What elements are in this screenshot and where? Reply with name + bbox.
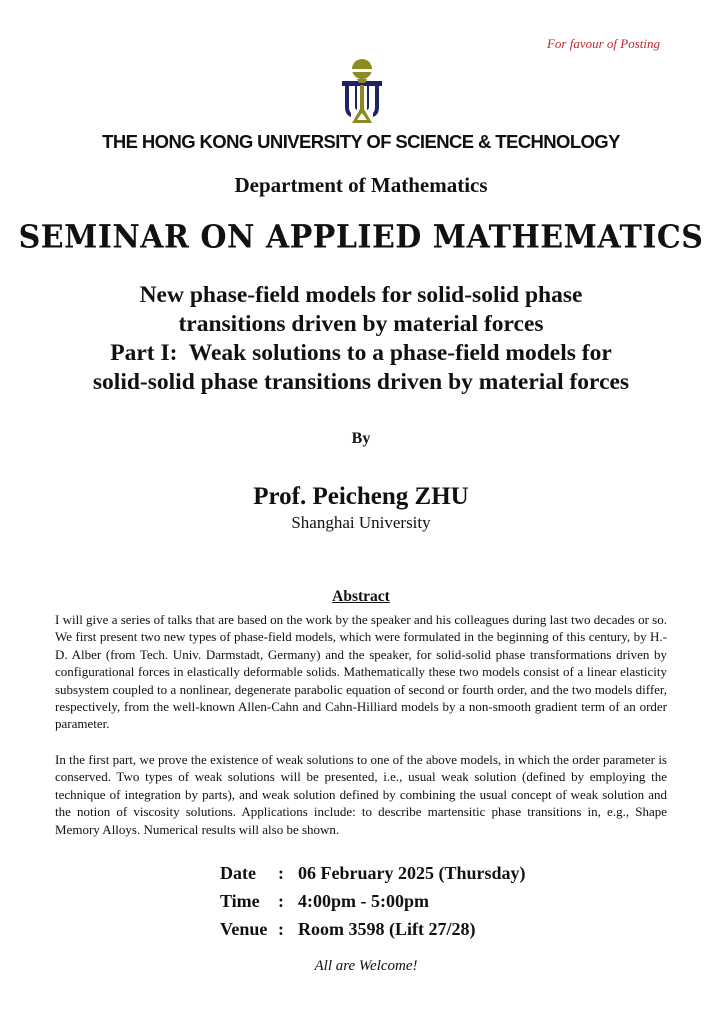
detail-row-time	[220, 891, 526, 919]
talk-title-line: solid-solid phase transitions driven by material forces	[92, 369, 630, 395]
detail-label: Date	[220, 863, 256, 883]
detail-separator: :	[278, 863, 284, 883]
detail-row-venue	[220, 919, 526, 947]
abstract-paragraph	[55, 751, 667, 838]
abstract-paragraph-text: In the first part, we prove the existence of weak solutions to one of the above models, in which the order parameter is conserved. Two types of weak solutions will be presented, i.e., usual weak solution (defined by employing the technique of integration by parts), and weak solution defined by combining the usual concept of weak solution and the notion of viscosity solutions. Applications include: to describe martensitic phase transitions in, e.g., Shape Memory Alloys. Numerical results will also be shown.	[55, 752, 667, 837]
talk-title	[40, 281, 682, 397]
talk-title-line: New phase-field models for solid-solid phase	[139, 282, 583, 308]
by-label: By	[351, 430, 371, 447]
detail-row-date	[220, 863, 526, 891]
abstract-heading: Abstract	[332, 588, 390, 605]
welcome-note: All are Welcome!	[314, 958, 418, 974]
abstract-paragraph	[55, 611, 667, 733]
university-name: THE HONG KONG UNIVERSITY OF SCIENCE & TECHNOLOGY	[102, 131, 620, 152]
seminar-series-title: SEMINAR ON APPLIED MATHEMATICS	[18, 219, 704, 256]
posting-notice: For favour of Posting	[546, 36, 660, 51]
talk-title-line: Part I: Weak solutions to a phase-field models for	[110, 340, 612, 366]
department-name: Department of Mathematics	[234, 173, 488, 197]
event-details	[220, 863, 526, 947]
speaker-name: Prof. Peicheng ZHU	[253, 483, 469, 510]
detail-label: Time	[220, 891, 260, 911]
detail-value: 06 February 2025 (Thursday)	[298, 863, 526, 883]
talk-title-line: transitions driven by material forces	[178, 311, 544, 337]
hkust-logo-icon	[339, 57, 385, 127]
detail-value: Room 3598 (Lift 27/28)	[298, 919, 476, 939]
abstract-paragraph-text: I will give a series of talks that are based on the work by the speaker and his colleagues during last two decades or so. We first present two new types of phase-field models, which were formulated in the beginning of this century, by H.-D. Alber (from Tech. Univ. Darmstadt, Germany) and the speaker, for solid-solid phase transformations driven by configurational forces in elastically deformable solids. Mathematically these two models consist of a linear elasticity subsystem coupled to a nonlinear, degenerate parabolic equation of second or fourth order, and the two models differ, respectively, from the well-known Allen-Cahn and Cahn-Hilliard models by a non-smooth gradient term of an order parameter.	[55, 612, 667, 732]
speaker-affiliation: Shanghai University	[291, 513, 431, 532]
detail-separator: :	[278, 919, 284, 939]
detail-label: Venue	[220, 919, 268, 939]
detail-separator: :	[278, 891, 284, 911]
detail-value: 4:00pm - 5:00pm	[298, 891, 429, 911]
